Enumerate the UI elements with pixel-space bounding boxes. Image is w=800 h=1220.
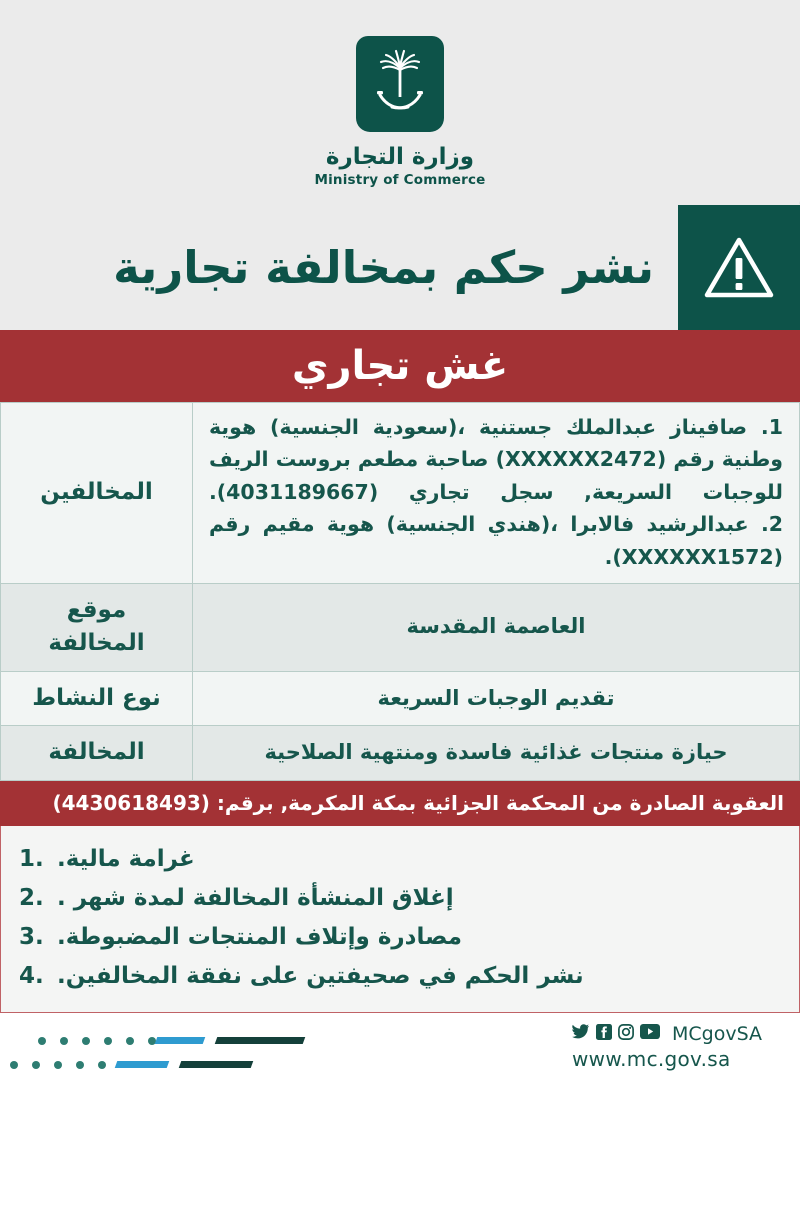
violation-category-banner: غش تجاري <box>0 330 800 402</box>
penalty-item <box>19 840 759 879</box>
table-cell-label: نوع النشاط <box>1 671 193 726</box>
social-links <box>572 1023 762 1045</box>
instagram-icon[interactable] <box>618 1024 634 1044</box>
ministry-name-arabic: وزارة التجارة <box>325 144 475 170</box>
penalty-heading: العقوبة الصادرة من المحكمة الجزائية بمكة المكرمة, برقم: (4430618493) <box>0 781 800 826</box>
decorative-dot <box>32 1061 40 1069</box>
header-area <box>0 0 800 330</box>
list-item: 2. عبدالرشيد فالابرا ،(هندي الجنسية) هوية مقيم رقم (XXXXXX1572). <box>209 512 783 569</box>
table-row <box>1 403 800 584</box>
penalty-item-text: غرامة مالية. <box>57 845 195 872</box>
table-cell-value: العاصمة المقدسة <box>193 583 800 671</box>
table-cell-value: تقديم الوجبات السريعة <box>193 671 800 726</box>
ministry-logo <box>0 36 800 188</box>
twitter-icon[interactable] <box>572 1024 590 1044</box>
footer-contact <box>572 1023 762 1071</box>
youtube-icon[interactable] <box>640 1024 660 1043</box>
poster-title-row <box>0 205 800 330</box>
table-row <box>1 583 800 671</box>
list-item: 1. صافيناز عبدالملك جستنية ،(سعودية الجنسية) هوية وطنية رقم (XXXXXX2472) صاحبة مطعم بروست الريف للوجبات السريعة, سجل تجاري (4031189667). <box>208 415 783 504</box>
decorative-bar <box>155 1037 206 1044</box>
decorative-bar <box>115 1061 170 1068</box>
facebook-icon[interactable] <box>596 1024 612 1044</box>
ministry-name-english: Ministry of Commerce <box>314 172 486 188</box>
table-row <box>1 671 800 726</box>
table-cell-value <box>193 403 800 584</box>
decorative-dot <box>126 1037 134 1045</box>
penalty-item-text: نشر الحكم في صحيفتين على نفقة المخالفين. <box>57 962 584 989</box>
penalty-list <box>0 826 800 1013</box>
penalty-item <box>19 879 759 918</box>
decorative-dot <box>38 1037 46 1045</box>
footer <box>0 1013 800 1105</box>
warning-triangle-icon <box>678 205 800 330</box>
saudi-emblem-palm-swords-icon <box>356 36 444 132</box>
decorative-bar <box>215 1037 306 1044</box>
table-cell-value: حيازة منتجات غذائية فاسدة ومنتهية الصلاحية <box>193 726 800 781</box>
table-row <box>1 726 800 781</box>
footer-decoration <box>0 1027 400 1087</box>
decorative-dot <box>54 1061 62 1069</box>
social-handle: MCgovSA <box>672 1022 762 1045</box>
table-cell-label: المخالفين <box>1 403 193 584</box>
table-cell-label: المخالفة <box>1 726 193 781</box>
decorative-dot <box>10 1061 18 1069</box>
penalty-item <box>19 918 759 957</box>
decorative-dot <box>82 1037 90 1045</box>
violators-list <box>209 411 783 573</box>
penalty-item-text: مصادرة وإتلاف المنتجات المضبوطة. <box>57 923 462 950</box>
decorative-dot <box>98 1061 106 1069</box>
page-title: نشر حكم بمخالفة تجارية <box>113 241 654 294</box>
table-cell-label: موقع المخالفة <box>1 583 193 671</box>
penalty-item-number: 1. <box>19 845 44 872</box>
website-url[interactable]: www.mc.gov.sa <box>572 1046 731 1071</box>
violation-info-table <box>0 402 800 781</box>
penalty-item-number: 3. <box>19 923 44 950</box>
penalty-item-number: 4. <box>19 962 44 989</box>
penalty-item <box>19 957 759 996</box>
penalty-item-text: إغلاق المنشأة المخالفة لمدة شهر . <box>57 884 454 911</box>
decorative-dot <box>104 1037 112 1045</box>
decorative-bar <box>179 1061 254 1068</box>
decorative-dot <box>60 1037 68 1045</box>
penalty-item-number: 2. <box>19 884 44 911</box>
decorative-dot <box>76 1061 84 1069</box>
